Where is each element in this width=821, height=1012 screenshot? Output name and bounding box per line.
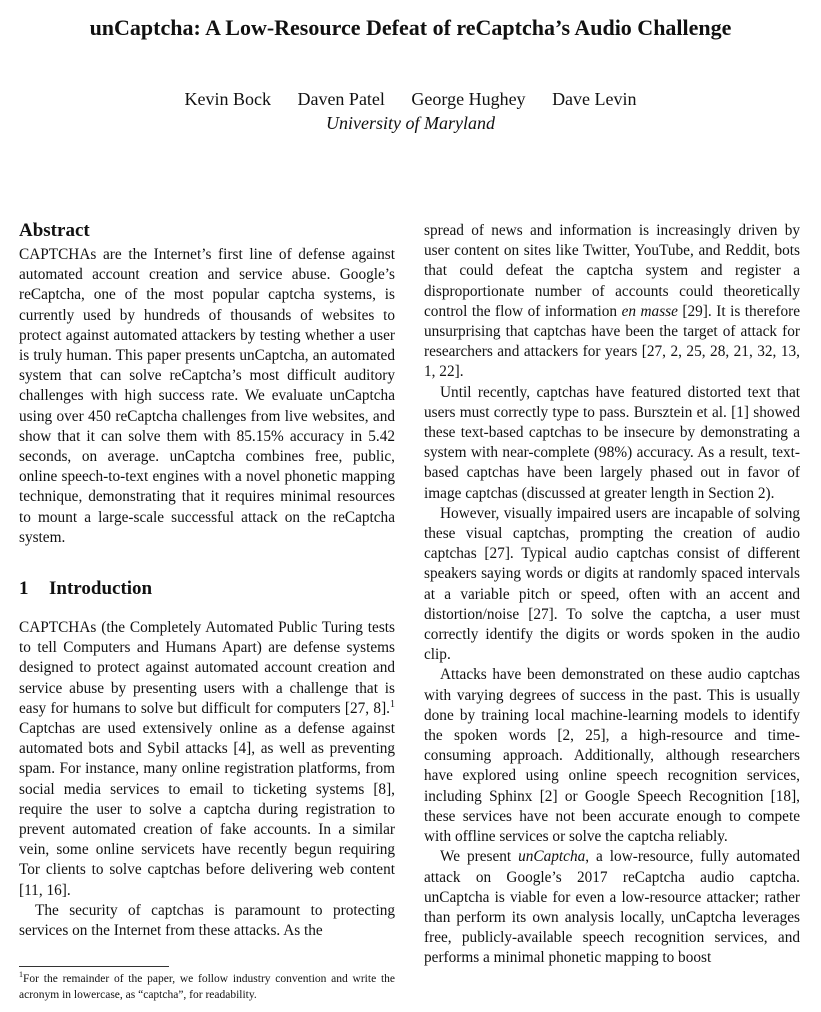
footnote-marker: 1 bbox=[390, 698, 395, 710]
footnote-mark: 1 bbox=[19, 970, 23, 980]
paper-title: unCaptcha: A Low-Resource Defeat of reCaptcha’s Audio Challenge bbox=[89, 15, 732, 40]
intro-text: Captchas are used extensively online as a defense against automated bots and Sybil attacks [4], as well as preventing spam. For instance, many online registration platforms, from social media services to email to ticketing systems [8], require the user to solve a captcha during registration to prevent automated creation of fake accounts. In a similar vein, some online servicets have recently begun requiring Tor clients to solve captchas before delivering web content [11, 16]. bbox=[19, 720, 395, 899]
left-column bbox=[19, 219, 395, 941]
abstract-heading: Abstract bbox=[19, 220, 90, 241]
body-paragraph: Attacks have been demonstrated on these audio captchas with varying degrees of success in the past. This is usually done by training local machine-learning models to identify the spoken words [2, 25], a high-resource and time-consuming approach. Additionally, although researchers have explored using online speech recognition services, including Sphinx [2] or Google Speech Recognition [18], these services have not been accurate enough to compete with offline services or solve the captcha reliably. bbox=[424, 666, 800, 846]
body-text-emphasis: unCaptcha bbox=[518, 848, 586, 866]
author-name: George Hughey bbox=[411, 89, 526, 109]
intro-paragraph: The security of captchas is paramount to protecting services on the Internet from these attacks. As the bbox=[19, 901, 395, 940]
body-text: , a low-resource, fully automated attack on Google’s 2017 reCaptcha audio captcha. unCaptcha is viable for even a low-resource attacker; rather than perform its own analysis locally, unCaptcha leverages free, publicly-available speech recognition services, and performs a minimal phonetic mapping to boost bbox=[424, 848, 800, 967]
body-text: We present bbox=[440, 848, 519, 866]
author-name: Dave Levin bbox=[552, 89, 637, 109]
body-text-emphasis: en masse bbox=[621, 302, 678, 320]
intro-text: CAPTCHAs (the Completely Automated Public Turing tests to tell Computers and Humans Apart) are defense systems designed to protect against automated account creation and service abuse by presenting users with a challenge that is easy for humans to solve but difficult for computers [27, 8]. bbox=[19, 619, 395, 717]
abstract-text: CAPTCHAs are the Internet’s first line of defense against automated account creation and service abuse. Google’s reCaptcha, one of the most popular captcha systems, is currently used by hundreds of thousands of websites to protect against automated attackers by testing whether a user is truly human. This paper presents unCaptcha, an automated system that can solve reCaptcha’s most difficult auditory challenges with high success rate. We evaluate unCaptcha using over 450 reCaptcha challenges from live websites, and show that it can solve them with 85.15% accuracy in 5.42 seconds, on average. unCaptcha combines free, public, online speech-to-text engines with a novel phonetic mapping technique, demonstrating that it requires minimal resources to mount a large-scale successful attack on the reCaptcha system. bbox=[19, 246, 395, 546]
footnote bbox=[19, 971, 395, 1003]
footnote-text: For the remainder of the paper, we follow industry convention and write the acronym in lowercase, as “captcha”, for readability. bbox=[19, 973, 395, 1001]
author-name: Daven Patel bbox=[297, 89, 385, 109]
footnote-rule bbox=[19, 966, 169, 967]
section-title: Introduction bbox=[49, 578, 153, 600]
body-paragraph bbox=[424, 847, 800, 968]
author-name: Kevin Bock bbox=[184, 89, 271, 109]
body-paragraph: However, visually impaired users are incapable of solving these visual captchas, prompting the creation of audio captchas [27]. Typical audio captchas consist of different speakers saying words or digits at randomly spaced intervals at a variable pitch or speed, often with an accent and distortion/noise [27]. To solve the captcha, a user must correctly identify the digits or words spoken in the audio clip. bbox=[424, 504, 800, 664]
section-number: 1 bbox=[19, 578, 29, 600]
right-column bbox=[424, 221, 800, 969]
body-paragraph bbox=[424, 221, 800, 383]
author-list bbox=[0, 89, 821, 110]
body-text: [29]. It is therefore unsurprising that captchas have been the target of attack for researchers and attackers for years [27, 2, 25, 28, 21, 32, 13, 1, 22]. bbox=[424, 302, 800, 381]
body-paragraph: Until recently, captchas have featured distorted text that users must correctly type to pass. Bursztein et al. [1] showed these text-based captchas to be insecure by demonstrating a system with near-complete (98%) accuracy. As a result, text-based captchas have been largely phased out in favor of image captchas (discussed at greater length in Section 2). bbox=[424, 383, 800, 502]
intro-paragraph bbox=[19, 618, 395, 901]
section-heading-introduction bbox=[19, 577, 395, 601]
body-text: spread of news and information is increasingly driven by user content on sites like Twitter, YouTube, and Reddit, bots that could defeat the captcha system and register a disproportionate number of accounts could theoretically control the flow of information bbox=[424, 222, 800, 320]
affiliation: University of Maryland bbox=[326, 113, 495, 133]
